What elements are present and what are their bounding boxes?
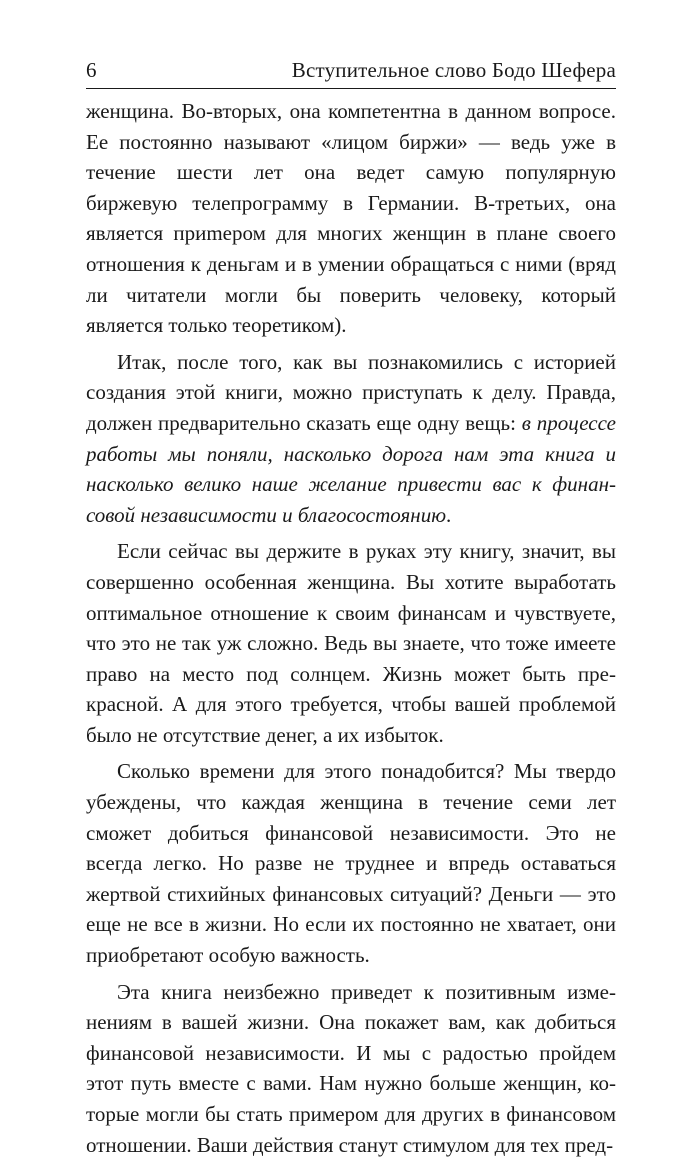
paragraph-text: Сколько времени для этого понадобится? Мы твердо убеждены, что каждая женщина в течение семи лет сможет добиться финансовой независимости. Это не всегда легко. Но разве не труднее и впредь оставаться жертвой стихийных финансовых ситуаций? Деньги — это еще не все в жизни. Но если их постоянно не хватает, они приобретают особую важность.	[86, 759, 616, 968]
paragraph-text: Итак, после того, как вы познакомились с историей создания этой книги, можно приступать к делу. Правда, должен предварительно сказать еще одну вещь:	[86, 349, 616, 435]
page-number: 6	[86, 58, 97, 82]
paragraph-text: женщина. Во-вторых, она компетентна в данном вопросе. Ее постоянно называют «лицом биржи» — ведь уже в течение шести лет она ведет самую популярную биржевую телепрограмму в Германии. В-третьих, она является приmером для многих женщин в плане своего отношения к деньгам и в умении обращаться с ними (вряд ли читатели могли бы поверить человеку, который является только теоретиком).	[86, 99, 616, 338]
book-page	[86, 0, 616, 1157]
paragraph	[86, 756, 616, 970]
chapter-title: Вступительное слово Бодо Шефера	[291, 58, 616, 82]
paragraph-ending: .	[446, 502, 452, 527]
emphasized-text: в процессе работы мы поняли, насколько дорога нам эта книга и насколько велико наше желание привести вас к финансовой независимости и благосостоянию	[86, 410, 616, 527]
paragraph-text: Эта книга неизбежно приведет к позитивным изменениям в вашей жизни. Она покажет вам, как добиться финансовой независимости. И мы с радостью пройдем этот путь вместе с вами. Нам нужно больше женщин, которые могли бы стать примером для других в финансовом отношении. Ваши действия станут стимулом для тех пред-	[86, 979, 616, 1157]
paragraph	[86, 347, 616, 531]
paragraph-text: Если сейчас вы держите в руках эту книгу, значит, вы совершенно особенная женщина. Вы хотите выработать оптимальное отношение к своим финансам и чувствуете, что это не так уж сложно. Ведь вы знаете, что тоже имеете право на место под солнцем. Жизнь может быть прекрасной. А для этого требуется, чтобы вашей проблемой было не отсутствие денег, а их избыток.	[86, 539, 616, 747]
body-text	[86, 96, 616, 1160]
running-header	[86, 56, 616, 89]
paragraph	[86, 96, 616, 341]
paragraph	[86, 536, 616, 750]
paragraph	[86, 977, 616, 1160]
